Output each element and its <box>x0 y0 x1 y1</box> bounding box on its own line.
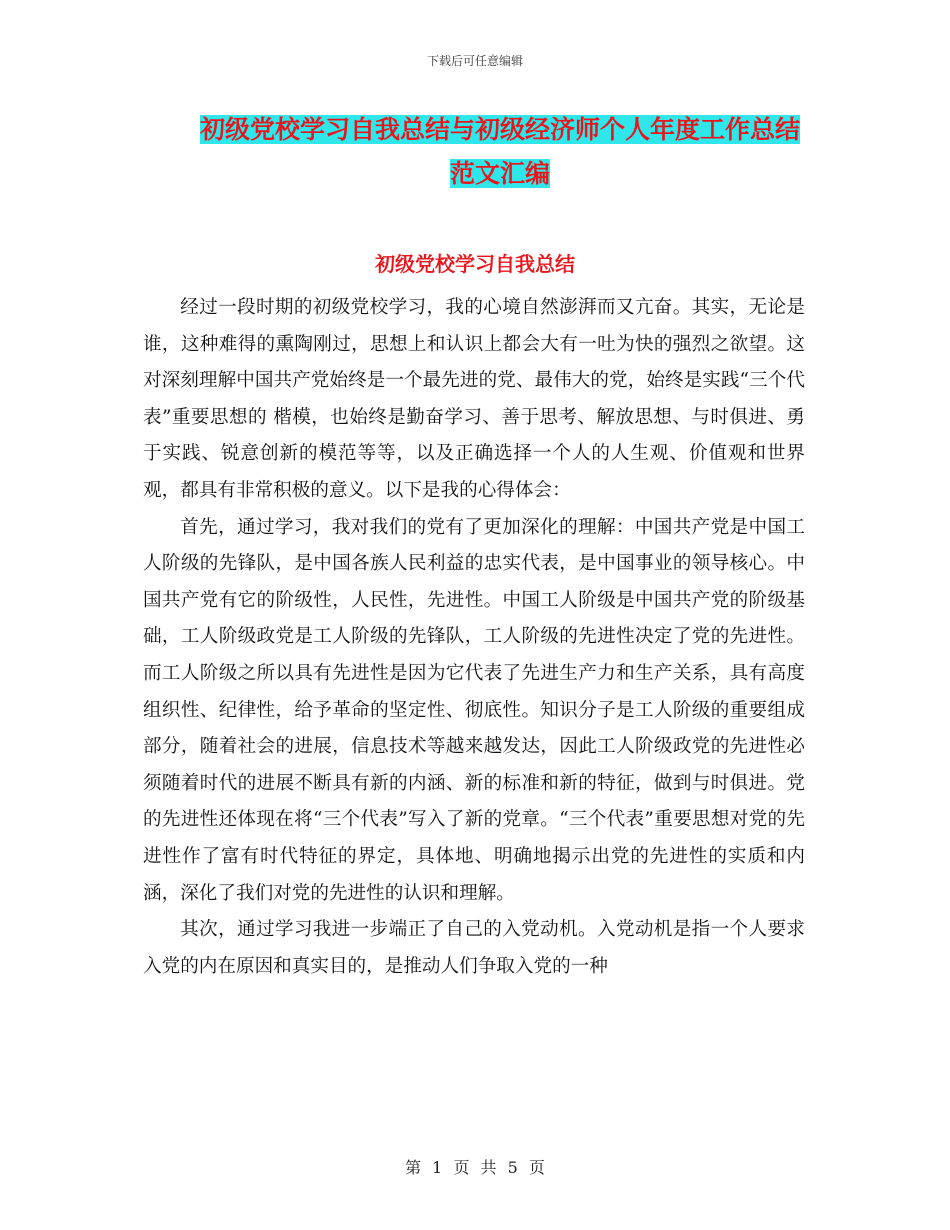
section-heading: 初级党校学习自我总结 <box>375 252 575 276</box>
body-paragraph-3: 其次，通过学习我进一步端正了自己的入党动机。入党动机是指一个人要求入党的内在原因和真实目的，是推动人们争取入党的一种 <box>143 919 805 977</box>
document-title <box>190 108 810 196</box>
document-title-text: 初级党校学习自我总结与初级经济师个人年度工作总结范文汇编 <box>199 115 800 188</box>
page-number-footer: 第 1 页 共 5 页 <box>405 1158 545 1177</box>
page-header-note: 下载后可任意编辑 <box>426 54 523 68</box>
document-body <box>143 290 805 985</box>
body-paragraph-2: 首先，通过学习，我对我们的党有了更加深化的理解：中国共产党是中国工人阶级的先锋队，是中国各族人民利益的忠实代表，是中国事业的领导核心。中国共产党有它的阶级性，人民性，先进性。中国工人阶级是中国共产党的阶级基础，工人阶级政党是工人阶级的先锋队，工人阶级的先进性决定了党的先进性。而工人阶级之所以具有先进性是因为它代表了先进生产力和生产关系，具有高度组织性、纪律性，给予革命的坚定性、彻底性。知识分子是工人阶级的重要组成部分，随着社会的进展，信息技术等越来越发达，因此工人阶级政党的先进性必须随着时代的进展不断具有新的内涵、新的标准和新的特征，做到与时俱进。党的先进性还体现在将“三个代表”写入了新的党章。“三个代表”重要思想对党的先进性作了富有时代特征的界定，具体地、明确地揭示出党的先进性的实质和内涵，深化了我们对党的先进性的认识和理解。 <box>143 516 805 904</box>
body-paragraph-1: 经过一段时期的初级党校学习，我的心境自然澎湃而又亢奋。其实，无论是谁，这种难得的熏陶刚过，思想上和认识上都会大有一吐为快的强烈之欲望。这对深刻理解中国共产党始终是一个最先进的党、最伟大的党，始终是实践“三个代表”重要思想的 楷模，也始终是勤奋学习、善于思考、解放思想、与时俱进、勇于实践、锐意创新的模范等等，以及正确选择一个人的人生观、价值观和世界观，都具有非常积极的意义。以下是我的心得体会： <box>143 297 805 501</box>
